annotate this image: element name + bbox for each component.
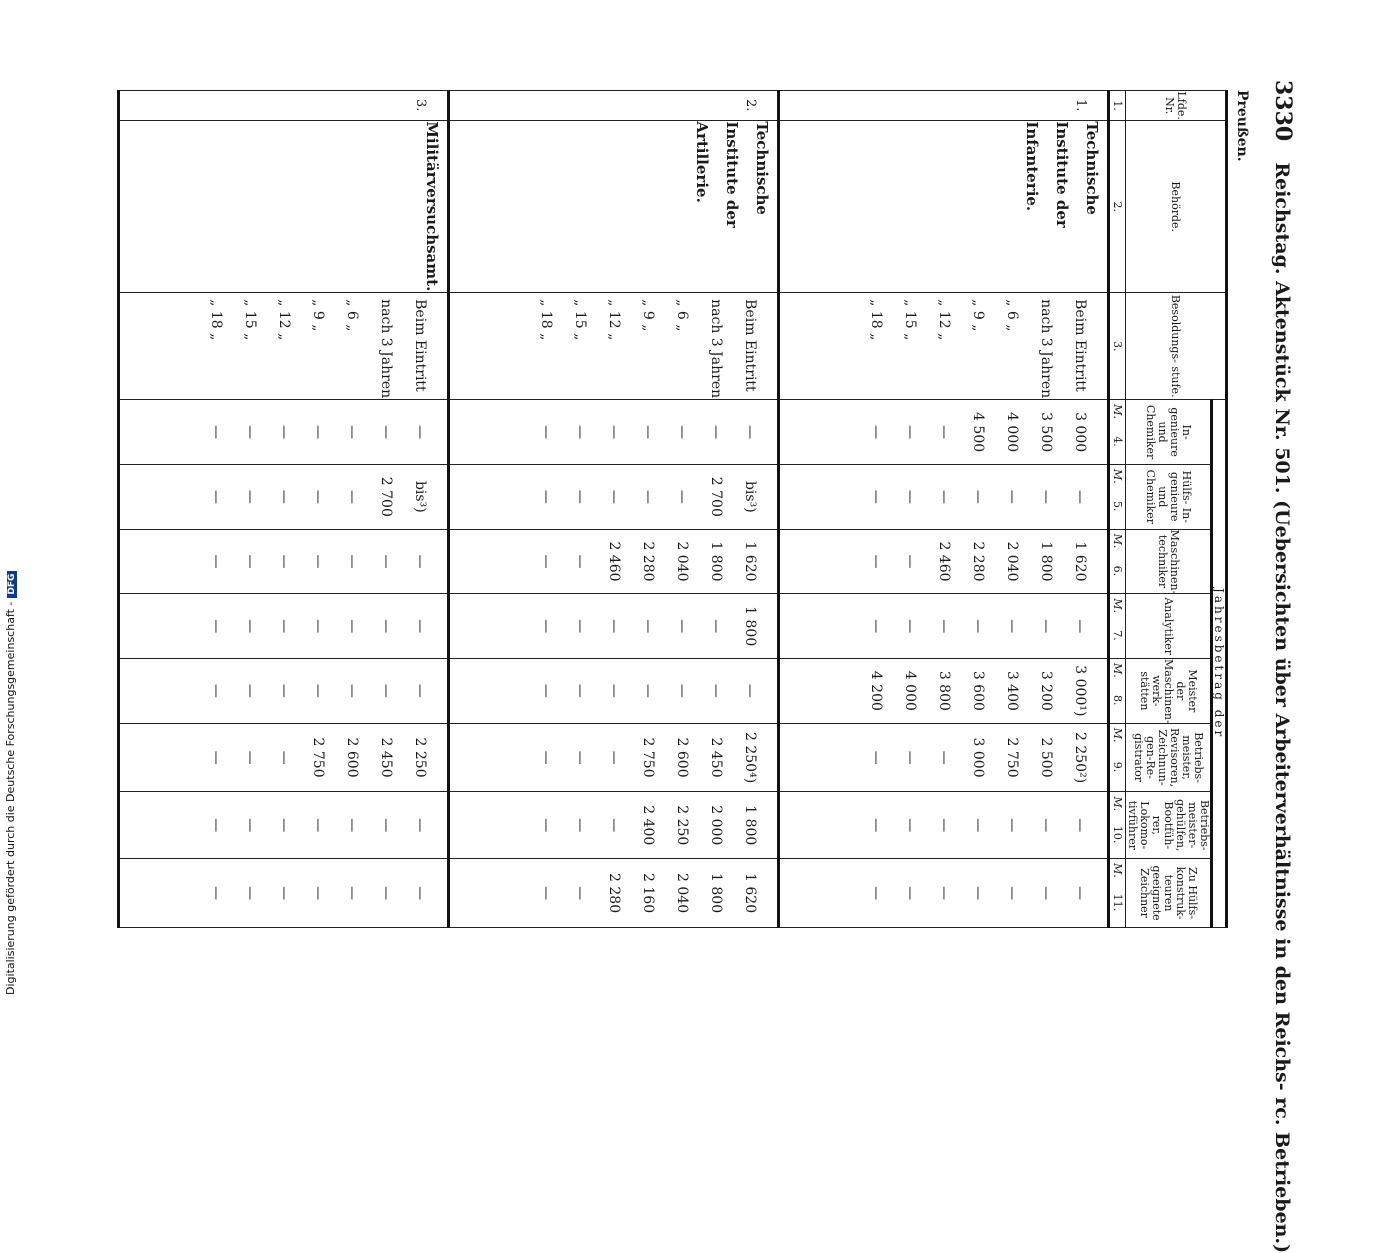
header-huelfs-ingenieure: Hülfs- In- genieure und Chemiker bbox=[1126, 464, 1212, 529]
amount-value: — bbox=[378, 683, 394, 698]
amount-value: 2 460 bbox=[606, 541, 622, 582]
amount-value: 1 800 bbox=[742, 805, 758, 846]
amount-cell-c11 bbox=[779, 859, 1109, 928]
amount-value: — bbox=[606, 683, 622, 698]
amount-cell-c10 bbox=[119, 792, 449, 859]
amount-value: 2 750 bbox=[1004, 737, 1020, 778]
besoldungsstufe: Beim Eintritt bbox=[412, 299, 428, 392]
rotated-content bbox=[188, 80, 1298, 1253]
amount-value: — bbox=[1072, 886, 1088, 901]
amount-value: — bbox=[310, 818, 326, 833]
amount-value: — bbox=[208, 683, 224, 698]
page-number: 3330 bbox=[1270, 80, 1296, 142]
amount-value: — bbox=[708, 425, 724, 440]
amount-value: — bbox=[1072, 818, 1088, 833]
amount-value: — bbox=[674, 619, 690, 634]
amount-cell-c7 bbox=[779, 594, 1109, 659]
amount-value: — bbox=[1004, 619, 1020, 634]
amount-value: 3 000 bbox=[1072, 412, 1088, 453]
amount-value: — bbox=[208, 425, 224, 440]
behoerde-name: Technische Institute der Artillerie. bbox=[449, 121, 779, 293]
amount-value: — bbox=[572, 554, 588, 569]
amount-value: — bbox=[1004, 886, 1020, 901]
amount-value: — bbox=[936, 425, 952, 440]
amount-value: — bbox=[412, 818, 428, 833]
amount-value: 2 750 bbox=[310, 737, 326, 778]
besoldungsstufe: „ 9 „ bbox=[970, 299, 986, 332]
amount-value: — bbox=[412, 683, 428, 698]
amount-cell-c9 bbox=[449, 723, 779, 792]
amount-value: — bbox=[378, 619, 394, 634]
unit-mark: M. bbox=[1111, 727, 1124, 743]
column-number: 10. bbox=[1111, 825, 1124, 844]
amount-cell-c10 bbox=[449, 792, 779, 859]
amount-value: 2 500 bbox=[1038, 737, 1054, 778]
header-meister: Meister der Maschinen- werk- stätten bbox=[1126, 659, 1212, 724]
besoldungsstufe: „ 9 „ bbox=[640, 299, 656, 332]
amount-value: — bbox=[1038, 489, 1054, 504]
row-number: 1. bbox=[1073, 99, 1088, 112]
column-number: 6. bbox=[1111, 565, 1124, 577]
amount-value: — bbox=[868, 489, 884, 504]
amount-value: — bbox=[242, 554, 258, 569]
amount-value: 2 400 bbox=[640, 805, 656, 846]
amount-cell-c5 bbox=[779, 464, 1109, 529]
amount-value: — bbox=[936, 818, 952, 833]
dfg-logo: DFG bbox=[7, 571, 17, 598]
amount-value: — bbox=[936, 489, 952, 504]
amount-value: — bbox=[378, 886, 394, 901]
besoldungsstufe: „ 15 „ bbox=[242, 299, 258, 341]
amount-cell-c6 bbox=[779, 529, 1109, 594]
amount-value: 3 400 bbox=[1004, 670, 1020, 711]
column-number-cell bbox=[1109, 659, 1126, 724]
amount-cell-c9 bbox=[779, 723, 1109, 792]
amount-cell-c11 bbox=[119, 859, 449, 928]
amount-value: — bbox=[242, 818, 258, 833]
amount-value: 1 620 bbox=[1072, 541, 1088, 582]
amount-value: — bbox=[572, 619, 588, 634]
header-ingenieure: In- genieure und Chemiker bbox=[1126, 400, 1212, 465]
amount-value: 2 280 bbox=[640, 541, 656, 582]
amount-value: 2 040 bbox=[674, 873, 690, 914]
amount-value: — bbox=[310, 619, 326, 634]
amount-value: — bbox=[606, 425, 622, 440]
column-number-row bbox=[1109, 91, 1126, 928]
unit-mark: M. bbox=[1111, 663, 1124, 678]
amount-value: — bbox=[378, 554, 394, 569]
unit-mark: M. bbox=[1111, 533, 1124, 549]
besoldungsstufe: „ 18 „ bbox=[538, 299, 554, 341]
amount-value: 2 450 bbox=[708, 737, 724, 778]
column-number: 2. bbox=[1109, 121, 1126, 293]
amount-cell-c5 bbox=[449, 464, 779, 529]
amount-value: 2 460 bbox=[936, 541, 952, 582]
amount-value: — bbox=[538, 683, 554, 698]
amount-cell-c11 bbox=[449, 859, 779, 928]
amount-value: 3 000¹) bbox=[1072, 665, 1088, 717]
amount-value: — bbox=[276, 489, 292, 504]
amount-value: 2 600 bbox=[674, 737, 690, 778]
amount-value: — bbox=[936, 619, 952, 634]
amount-value: — bbox=[208, 886, 224, 901]
amount-cell-c4 bbox=[449, 400, 779, 465]
amount-value: 1 620 bbox=[742, 873, 758, 914]
amount-value: — bbox=[242, 683, 258, 698]
besoldungsstufe: „ 15 „ bbox=[572, 299, 588, 341]
amount-value: — bbox=[310, 554, 326, 569]
amount-value: — bbox=[902, 425, 918, 440]
header-maschinentechniker: Maschinen- techniker bbox=[1126, 529, 1212, 594]
amount-value: — bbox=[242, 750, 258, 765]
besoldungsstufe: nach 3 Jahren bbox=[378, 299, 394, 399]
amount-value: — bbox=[310, 425, 326, 440]
amount-value: — bbox=[276, 619, 292, 634]
amount-value: — bbox=[242, 619, 258, 634]
unit-mark: M. bbox=[1111, 468, 1124, 484]
column-number-cell bbox=[1109, 529, 1126, 594]
amount-value: 2 040 bbox=[1004, 541, 1020, 582]
header-betriebsmeister: Betriebs- meister, Revisoren, Zeichnun- gen-Re- gistrator bbox=[1126, 723, 1212, 792]
column-number-cell bbox=[1109, 792, 1126, 859]
groups-body bbox=[119, 91, 1109, 928]
digitization-footer bbox=[4, 573, 20, 995]
unit-mark: M. bbox=[1111, 598, 1124, 614]
amount-value: — bbox=[640, 489, 656, 504]
amount-value: — bbox=[276, 683, 292, 698]
amount-value: — bbox=[344, 619, 360, 634]
amount-cell-c6 bbox=[449, 529, 779, 594]
amount-value: 2 250 bbox=[412, 737, 428, 778]
amount-value: — bbox=[606, 489, 622, 504]
amount-cell-c8 bbox=[779, 659, 1109, 724]
amount-value: 4 200 bbox=[868, 670, 884, 711]
table-group-row bbox=[119, 91, 449, 928]
besoldungsstufe: „ 9 „ bbox=[310, 299, 326, 332]
amount-value: — bbox=[276, 425, 292, 440]
amount-value: — bbox=[242, 489, 258, 504]
amount-value: — bbox=[742, 425, 758, 440]
amount-value: — bbox=[902, 750, 918, 765]
amount-cell-c5 bbox=[119, 464, 449, 529]
besoldungsstufe: „ 6 „ bbox=[1004, 299, 1020, 332]
amount-value: — bbox=[868, 619, 884, 634]
amount-value: — bbox=[412, 886, 428, 901]
amount-value: — bbox=[868, 750, 884, 765]
amount-value: — bbox=[572, 886, 588, 901]
column-number-cell bbox=[1109, 400, 1126, 465]
amount-cell-c4 bbox=[779, 400, 1109, 465]
besoldungsstufe-cell bbox=[449, 293, 779, 400]
amount-value: — bbox=[1072, 489, 1088, 504]
table-head bbox=[1126, 91, 1227, 928]
amount-value: — bbox=[378, 818, 394, 833]
amount-cell-c9 bbox=[119, 723, 449, 792]
column-number: 8. bbox=[1111, 695, 1124, 706]
amount-value: — bbox=[868, 886, 884, 901]
amount-value: — bbox=[208, 750, 224, 765]
amount-value: — bbox=[1038, 818, 1054, 833]
amount-value: — bbox=[1004, 489, 1020, 504]
amount-value: — bbox=[310, 489, 326, 504]
behoerde-name: Technische Institute der Infanterie. bbox=[779, 121, 1109, 293]
header-behoerde: Behörde. bbox=[1126, 121, 1227, 293]
row-number-cell bbox=[119, 91, 449, 121]
amount-value: 2 750 bbox=[640, 737, 656, 778]
header-analytiker: Analytiker bbox=[1126, 594, 1212, 659]
amount-value: 1 620 bbox=[742, 541, 758, 582]
row-number: 3. bbox=[413, 99, 428, 112]
amount-value: — bbox=[378, 425, 394, 440]
page-header bbox=[1262, 80, 1296, 1253]
amount-value: — bbox=[538, 750, 554, 765]
besoldungsstufe-cell bbox=[779, 293, 1109, 400]
amount-value: — bbox=[538, 818, 554, 833]
amount-value: — bbox=[276, 750, 292, 765]
amount-value: — bbox=[412, 425, 428, 440]
column-number-cell bbox=[1109, 594, 1126, 659]
table-group-row bbox=[779, 91, 1109, 928]
amount-value: 1 800 bbox=[708, 541, 724, 582]
amount-value: — bbox=[344, 818, 360, 833]
amount-value: — bbox=[412, 554, 428, 569]
amount-value: — bbox=[538, 554, 554, 569]
amount-value: — bbox=[936, 886, 952, 901]
amount-value: — bbox=[208, 554, 224, 569]
amount-value: — bbox=[572, 489, 588, 504]
amount-value: — bbox=[412, 619, 428, 634]
column-number-cell bbox=[1109, 723, 1126, 792]
amount-value: — bbox=[742, 683, 758, 698]
behoerde-name: Militärversuchsamt. bbox=[119, 121, 449, 293]
amount-value: 2 280 bbox=[606, 873, 622, 914]
amount-value: — bbox=[970, 818, 986, 833]
amount-value: 3 200 bbox=[1038, 670, 1054, 711]
amount-value: — bbox=[242, 425, 258, 440]
amount-value: 3 500 bbox=[1038, 412, 1054, 453]
amount-value: — bbox=[208, 818, 224, 833]
amount-value: 3 600 bbox=[970, 670, 986, 711]
amount-value: bis³) bbox=[412, 480, 428, 513]
amount-cell-c7 bbox=[449, 594, 779, 659]
besoldungsstufe: Beim Eintritt bbox=[1072, 299, 1088, 392]
amount-value: — bbox=[902, 554, 918, 569]
amount-value: — bbox=[276, 818, 292, 833]
amount-value: — bbox=[708, 683, 724, 698]
amount-value: 2 040 bbox=[674, 541, 690, 582]
amount-cell-c4 bbox=[119, 400, 449, 465]
column-number: 5. bbox=[1111, 500, 1124, 512]
row-number: 2. bbox=[743, 99, 758, 112]
besoldungsstufe: „ 6 „ bbox=[344, 299, 360, 332]
amount-value: — bbox=[242, 886, 258, 901]
besoldungsstufe: „ 6 „ bbox=[674, 299, 690, 332]
besoldungsstufe: nach 3 Jahren bbox=[708, 299, 724, 399]
amount-value: — bbox=[538, 886, 554, 901]
amount-value: — bbox=[572, 818, 588, 833]
amount-value: 1 800 bbox=[708, 873, 724, 914]
besoldungsstufe: „ 12 „ bbox=[606, 299, 622, 341]
amount-value: — bbox=[1038, 886, 1054, 901]
amount-value: 2 280 bbox=[970, 541, 986, 582]
amount-value: — bbox=[640, 425, 656, 440]
column-number: 3. bbox=[1109, 293, 1126, 400]
besoldungsstufe-cell bbox=[119, 293, 449, 400]
amount-value: — bbox=[902, 489, 918, 504]
amount-value: 2 250 bbox=[674, 805, 690, 846]
besoldungsstufe: „ 15 „ bbox=[902, 299, 918, 341]
amount-value: bis³) bbox=[742, 480, 758, 513]
amount-cell-c8 bbox=[449, 659, 779, 724]
amount-value: 2 700 bbox=[708, 476, 724, 517]
besoldungsstufe: nach 3 Jahren bbox=[1038, 299, 1054, 399]
amount-value: — bbox=[538, 425, 554, 440]
amount-value: 2 160 bbox=[640, 873, 656, 914]
amount-value: — bbox=[538, 619, 554, 634]
amount-cell-c8 bbox=[119, 659, 449, 724]
amount-value: 2 250²) bbox=[1072, 732, 1088, 784]
header-lfde-nr: Lfde. Nr. bbox=[1126, 91, 1227, 121]
table-group-row bbox=[449, 91, 779, 928]
amount-value: — bbox=[674, 683, 690, 698]
unit-mark: M. bbox=[1111, 863, 1124, 878]
amount-value: — bbox=[936, 750, 952, 765]
amount-value: — bbox=[344, 425, 360, 440]
amount-value: — bbox=[344, 554, 360, 569]
amount-value: 2 700 bbox=[378, 476, 394, 517]
amount-value: — bbox=[606, 619, 622, 634]
amount-value: — bbox=[640, 619, 656, 634]
amount-value: — bbox=[572, 683, 588, 698]
header-besoldungsstufe: Besoldungs- stufe. bbox=[1126, 293, 1227, 400]
amount-value: — bbox=[674, 425, 690, 440]
amount-value: — bbox=[606, 750, 622, 765]
amount-value: — bbox=[902, 619, 918, 634]
amount-value: 1 800 bbox=[742, 606, 758, 647]
footer-text: Digitalisierung gefördert durch die Deutsche Forschungsgemeinschaft - bbox=[4, 601, 17, 995]
unit-mark: M. bbox=[1111, 796, 1124, 812]
besoldungsstufe: „ 18 „ bbox=[208, 299, 224, 341]
column-number: 4. bbox=[1111, 436, 1124, 447]
amount-cell-c6 bbox=[119, 529, 449, 594]
amount-value: — bbox=[1004, 818, 1020, 833]
besoldungsstufe: Beim Eintritt bbox=[742, 299, 758, 392]
amount-value: — bbox=[572, 750, 588, 765]
amount-value: — bbox=[902, 818, 918, 833]
amount-value: 3 000 bbox=[970, 737, 986, 778]
besoldungsstufe: „ 18 „ bbox=[868, 299, 884, 341]
amount-value: 2 450 bbox=[378, 737, 394, 778]
page-title: Reichstag. Aktenstück Nr. 501. (Uebersichten über Arbeiterverhältnisse in den Reichs- rc. Betrieben.) bbox=[1271, 162, 1293, 1253]
header-betriebsmeistergehuelfen: Betriebs- meister- gehülfen, Bootfüh- rer, Lokomo- tivführer bbox=[1126, 792, 1212, 859]
amount-value: — bbox=[310, 683, 326, 698]
column-number: 11. bbox=[1111, 893, 1124, 912]
amount-value: — bbox=[208, 619, 224, 634]
salary-table bbox=[117, 90, 1228, 928]
amount-value: — bbox=[344, 886, 360, 901]
amount-value: 2 250⁴) bbox=[742, 732, 758, 784]
amount-value: — bbox=[1072, 619, 1088, 634]
amount-value: 4 000 bbox=[1004, 412, 1020, 453]
amount-value: — bbox=[276, 554, 292, 569]
table-body bbox=[1109, 91, 1126, 928]
amount-value: 3 800 bbox=[936, 670, 952, 711]
amount-value: — bbox=[276, 886, 292, 901]
amount-value: — bbox=[344, 683, 360, 698]
amount-value: — bbox=[640, 683, 656, 698]
amount-value: — bbox=[310, 886, 326, 901]
amount-value: — bbox=[868, 554, 884, 569]
unit-mark: M. bbox=[1111, 404, 1124, 420]
amount-value: — bbox=[606, 818, 622, 833]
amount-value: — bbox=[868, 425, 884, 440]
row-number-cell bbox=[449, 91, 779, 121]
amount-value: — bbox=[344, 489, 360, 504]
amount-value: — bbox=[674, 489, 690, 504]
row-number-cell bbox=[779, 91, 1109, 121]
column-number-cell bbox=[1109, 859, 1126, 928]
amount-value: — bbox=[868, 818, 884, 833]
header-zeichner: Zu Hülfs- konstruk- teuren geeignete Zeichner bbox=[1126, 859, 1212, 928]
amount-value: — bbox=[902, 886, 918, 901]
amount-cell-c10 bbox=[779, 792, 1109, 859]
amount-value: — bbox=[970, 619, 986, 634]
amount-value: — bbox=[1038, 619, 1054, 634]
amount-value: 4 500 bbox=[970, 412, 986, 453]
amount-value: 2 000 bbox=[708, 805, 724, 846]
besoldungsstufe: „ 12 „ bbox=[936, 299, 952, 341]
column-number: 9. bbox=[1111, 761, 1124, 773]
amount-value: — bbox=[208, 489, 224, 504]
amount-value: 1 800 bbox=[1038, 541, 1054, 582]
amount-value: 2 600 bbox=[344, 737, 360, 778]
column-number: 1. bbox=[1109, 91, 1126, 121]
amount-value: — bbox=[970, 886, 986, 901]
column-number-cell bbox=[1109, 464, 1126, 529]
besoldungsstufe: „ 12 „ bbox=[276, 299, 292, 341]
header-jahresbetrag: Jahresbetrag der bbox=[1212, 400, 1227, 928]
column-number: 7. bbox=[1111, 630, 1124, 641]
amount-value: — bbox=[572, 425, 588, 440]
state-label: Preußen. bbox=[1234, 90, 1250, 162]
amount-value: — bbox=[970, 489, 986, 504]
amount-value: 4 000 bbox=[902, 670, 918, 711]
amount-value: — bbox=[708, 619, 724, 634]
amount-value: — bbox=[538, 489, 554, 504]
amount-cell-c7 bbox=[119, 594, 449, 659]
